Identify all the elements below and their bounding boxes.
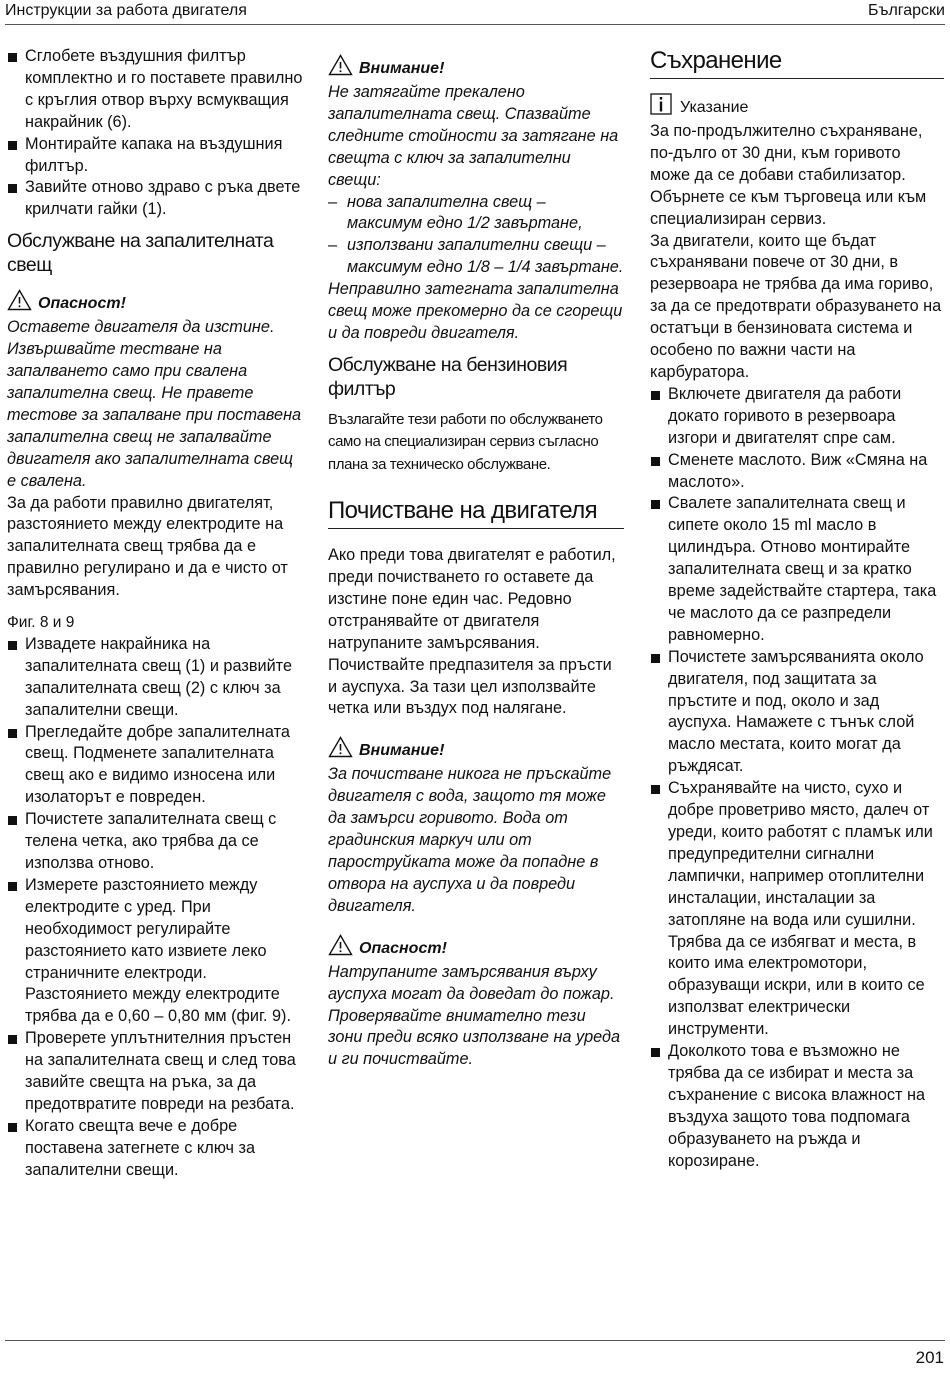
storage-steps — [650, 384, 944, 1173]
list-item: Почистете запалителната свещ с телена четка, ако трябва да се използва отново. — [7, 809, 305, 875]
list-item: Свалете запалителната свещ и сипете около 15 ml масло в цилиндъра. Отново монтирайте запалителната свещ и за кратко време задействайте стартера, така че маслото да се разпредели равномерно. — [650, 493, 944, 646]
header-divider — [5, 24, 945, 25]
section-heading-fuel-filter: Обслужване на бензиновия филтър — [328, 353, 568, 400]
section-heading-cleaning: Почистване на двигателя — [328, 496, 624, 529]
list-item: – използвани запалителни свещи – максимум едно 1/8 – 1/4 завъртане. — [328, 235, 624, 279]
list-item: Почистете замърсяванията около двигателя, под защитата за пръстите и под, около и зад ауспуха. Намажете с тънък слой масло местата, които могат да ръждясат. — [650, 647, 944, 778]
warning-triangle-icon — [328, 736, 353, 758]
danger-notice — [7, 289, 305, 317]
warning-triangle-icon — [328, 54, 353, 76]
column-right — [650, 46, 944, 1173]
column-left — [7, 46, 305, 1182]
danger-exhaust-text: Натрупаните замърсявания върху ауспуха могат да доведат до пожар. Проверявайте внимателно тези зони преди всяко използване на уреда и ги почиствайте. — [328, 962, 621, 1069]
section-heading-spark-plug: Обслужване на запалителната свещ — [7, 230, 274, 277]
list-item: Съхранявайте на чисто, сухо и добре проветриво място, далеч от уреди, които работят с пламък или предупредителни сигнални лампички, например отоплителни инсталации, инсталации за затопляне на вода или сушилни. Трябва да се избягват и места, в които има електромотори, образуващи искри, или в които се използват електрически инструменти. — [650, 778, 944, 1041]
warning-triangle-icon — [328, 934, 353, 956]
column-middle — [328, 46, 624, 1071]
list-item: Включете двигателя да работи докато горивото в резервоара изгори и двигателят спре сам. — [650, 384, 944, 450]
spark-plug-intro: За да работи правилно двигателят, разстоянието между електродите на запалителната свещ трябва да е правилно регулирано и да е чисто от замърсявания. — [7, 493, 288, 600]
page-number: 201 — [915, 1348, 944, 1367]
caution-cleaning-text: За почистване никога не пръскайте двигателя с вода, защото тя може да замърси горивото. Вода от градинския маркуч или от пароструйката може да попадне в отвора на ауспуха и да повреди двигателя. — [328, 765, 612, 915]
air-filter-steps — [7, 46, 305, 221]
note-notice — [650, 93, 944, 121]
list-item: Доколкото това е възможно не трябва да се избират и места за съхранение с висока влажност на въздуха защото това подпомага образуването на ръжда и корозиране. — [650, 1041, 944, 1172]
list-item: – нова запалителна свещ – максимум едно 1/2 завъртане, — [328, 192, 624, 236]
list-item: Проверете уплътнителния пръстен на запалителната свещ и след това завийте свещта на ръка, за да предотвратите повреди на резбата. — [7, 1028, 305, 1116]
caution-label: Внимание! — [359, 60, 445, 77]
list-item: Прегледайте добре запалителната свещ. Подменете запалителната свещ ако е видимо износена или изолаторът е повреден. — [7, 722, 305, 810]
warning-triangle-icon — [7, 289, 32, 311]
danger-label: Опасност! — [38, 295, 126, 313]
footer-divider — [5, 1340, 945, 1341]
caution-text-continued: Неправилно затегната запалителна свещ може прекомерно да се сгорещи и да повреди двигателя. — [328, 280, 623, 342]
list-item: Когато свещта вече е добре поставена затегнете с ключ за запалителни свещи. — [7, 1116, 305, 1182]
list-item: Сглобете въздушния филтър комплектно и го поставете правилно с кръглия отвор върху всмукващия накрайник (6). — [7, 46, 305, 134]
list-item: Извадете накрайника на запалителната свещ (1) и развийте запалителната свещ (2) с ключ за запалителни свещи. — [7, 634, 305, 722]
danger-notice-exhaust — [328, 934, 624, 962]
list-item: Завийте отново здраво с ръка двете крилчати гайки (1). — [7, 177, 305, 221]
figure-reference: Фиг. 8 и 9 — [7, 614, 75, 632]
header-language: Български — [867, 2, 945, 19]
note-label: Указание — [680, 99, 749, 116]
caution-text: Не затягайте прекалено запалителната свещ. Спазвайте следните стойности за затягане на свещта с ключ за запалителни свещи: — [328, 83, 619, 189]
note-text-storage: За двигатели, които ще бъдат съхранявани повече от 30 дни, в резервоара не трябва да има гориво, за да се предотврати образуването на остатъци в бензиновата система и особено по важни части на карбуратора. — [650, 231, 942, 381]
header-title: Инструкции за работа двигателя — [5, 2, 247, 19]
caution-notice-cleaning — [328, 736, 624, 764]
torque-values-list — [328, 192, 624, 280]
spark-plug-steps — [7, 634, 305, 1182]
danger-text: Оставете двигателя да изстине. Извършвайте тестване на запалването само при свалена запалителна свещ. Не правете тестове за запалване при поставена запалителна свещ не запалвайте двигателя ако запалителната свещ е свалена. — [7, 318, 302, 490]
note-text-stabilizer: За по-продължително съхраняване, по-дълго от 30 дни, към горивото може да се добави стабилизатор. Обърнете се към търговеца или към специализиран сервиз. — [650, 122, 927, 228]
list-item: Монтирайте капака на въздушния филтър. — [7, 134, 305, 178]
info-icon — [650, 93, 672, 115]
fuel-filter-text: Възлагайте тези работи по обслужването само на специализиран сервиз съгласно плана за техническо обслужване. — [328, 410, 603, 473]
section-heading-storage: Съхранение — [650, 46, 944, 79]
list-item: Сменете маслото. Виж «Смяна на маслото». — [650, 450, 944, 494]
cleaning-text: Ако преди това двигателят е работил, преди почистването го оставете да изстине поне един час. Редовно отстранявайте от двигателя натрупаните замърсявания. Почиствайте предпазителя за пръсти и ауспуха. За тази цел използвайте четка или въздух под налягане. — [328, 546, 616, 718]
page-header — [5, 0, 945, 24]
list-item: Измерете разстоянието между електродите с уред. При необходимост регулирайте разстоянието като извиете леко страничните електроди. Разстоянието между електродите трябва да е 0,60 – 0,80 мм (фиг. 9). — [7, 875, 305, 1028]
caution-label: Внимание! — [359, 742, 445, 760]
caution-notice — [328, 54, 624, 82]
danger-label: Опасност! — [359, 939, 447, 957]
